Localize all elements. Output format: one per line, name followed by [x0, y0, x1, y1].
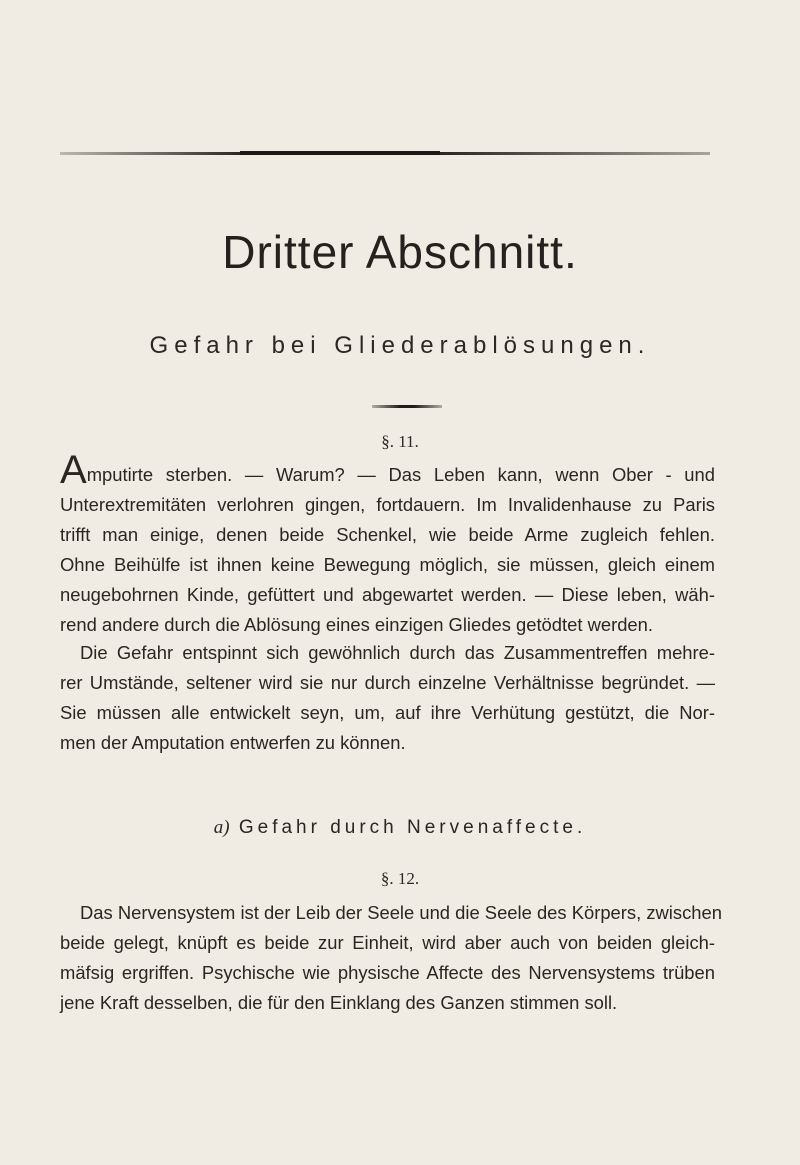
text-line: beide gelegt, knüpft es beide zur Einheit, wird aber auch von beiden gleich-	[60, 932, 715, 953]
text-line: Das Nervensystem ist der Leib der Seele und die Seele des Körpers, zwischen	[80, 902, 722, 923]
text-line: Die Gefahr entspinnt sich gewöhnlich durch das Zusammentreffen mehre-	[80, 642, 715, 663]
paragraph-number-12: §. 12.	[380, 869, 420, 888]
chapter-subtitle: Gefahr bei Gliederablösungen.	[149, 332, 651, 359]
section-11-paragraph-1	[60, 448, 715, 640]
text-line: Amputirte sterben. — Warum? — Das Leben kann, wenn Ober - und	[60, 448, 715, 492]
chapter-title: Dritter Abschnitt.	[222, 226, 578, 278]
text-line: Unterextremitäten verlohren gingen, fortdauern. Im Invalidenhause zu Paris	[60, 494, 715, 515]
section-12-paragraph	[60, 898, 722, 1018]
subtitle-rule	[372, 405, 442, 408]
header-rule	[60, 152, 710, 155]
text-line: rend andere durch die Ablösung eines einzigen Gliedes getödtet werden.	[60, 614, 653, 635]
section-title: Gefahr durch Nervenaffecte.	[238, 817, 587, 838]
text-line: mäfsig ergriffen. Psychische wie physische Affecte des Nervensystems trüben	[60, 962, 715, 983]
text-line: Sie müssen alle entwickelt seyn, um, auf ihre Verhütung gestützt, die Nor-	[60, 702, 715, 723]
paragraph-number-11: §. 11.	[381, 432, 419, 451]
text-line: Ohne Beihülfe ist ihnen keine Bewegung möglich, sie müssen, gleich einem	[60, 554, 715, 575]
text-line: men der Amputation entwerfen zu können.	[60, 732, 406, 753]
drop-cap: A	[60, 448, 87, 492]
text-line: neugebohrnen Kinde, gefüttert und abgewartet werden. — Diese leben, wäh-	[60, 584, 715, 605]
section-marker: a)	[213, 817, 230, 838]
text-line: trifft man einige, denen beide Schenkel, wie beide Arme zugleich fehlen.	[60, 524, 715, 545]
text-line: jene Kraft desselben, die für den Einklang des Ganzen stimmen soll.	[60, 992, 618, 1013]
section-heading-a	[0, 817, 800, 839]
text-line: rer Umstände, seltener wird sie nur durch einzelne Verhältnisse begründet. —	[60, 672, 715, 693]
section-11-paragraph-2	[60, 638, 715, 758]
